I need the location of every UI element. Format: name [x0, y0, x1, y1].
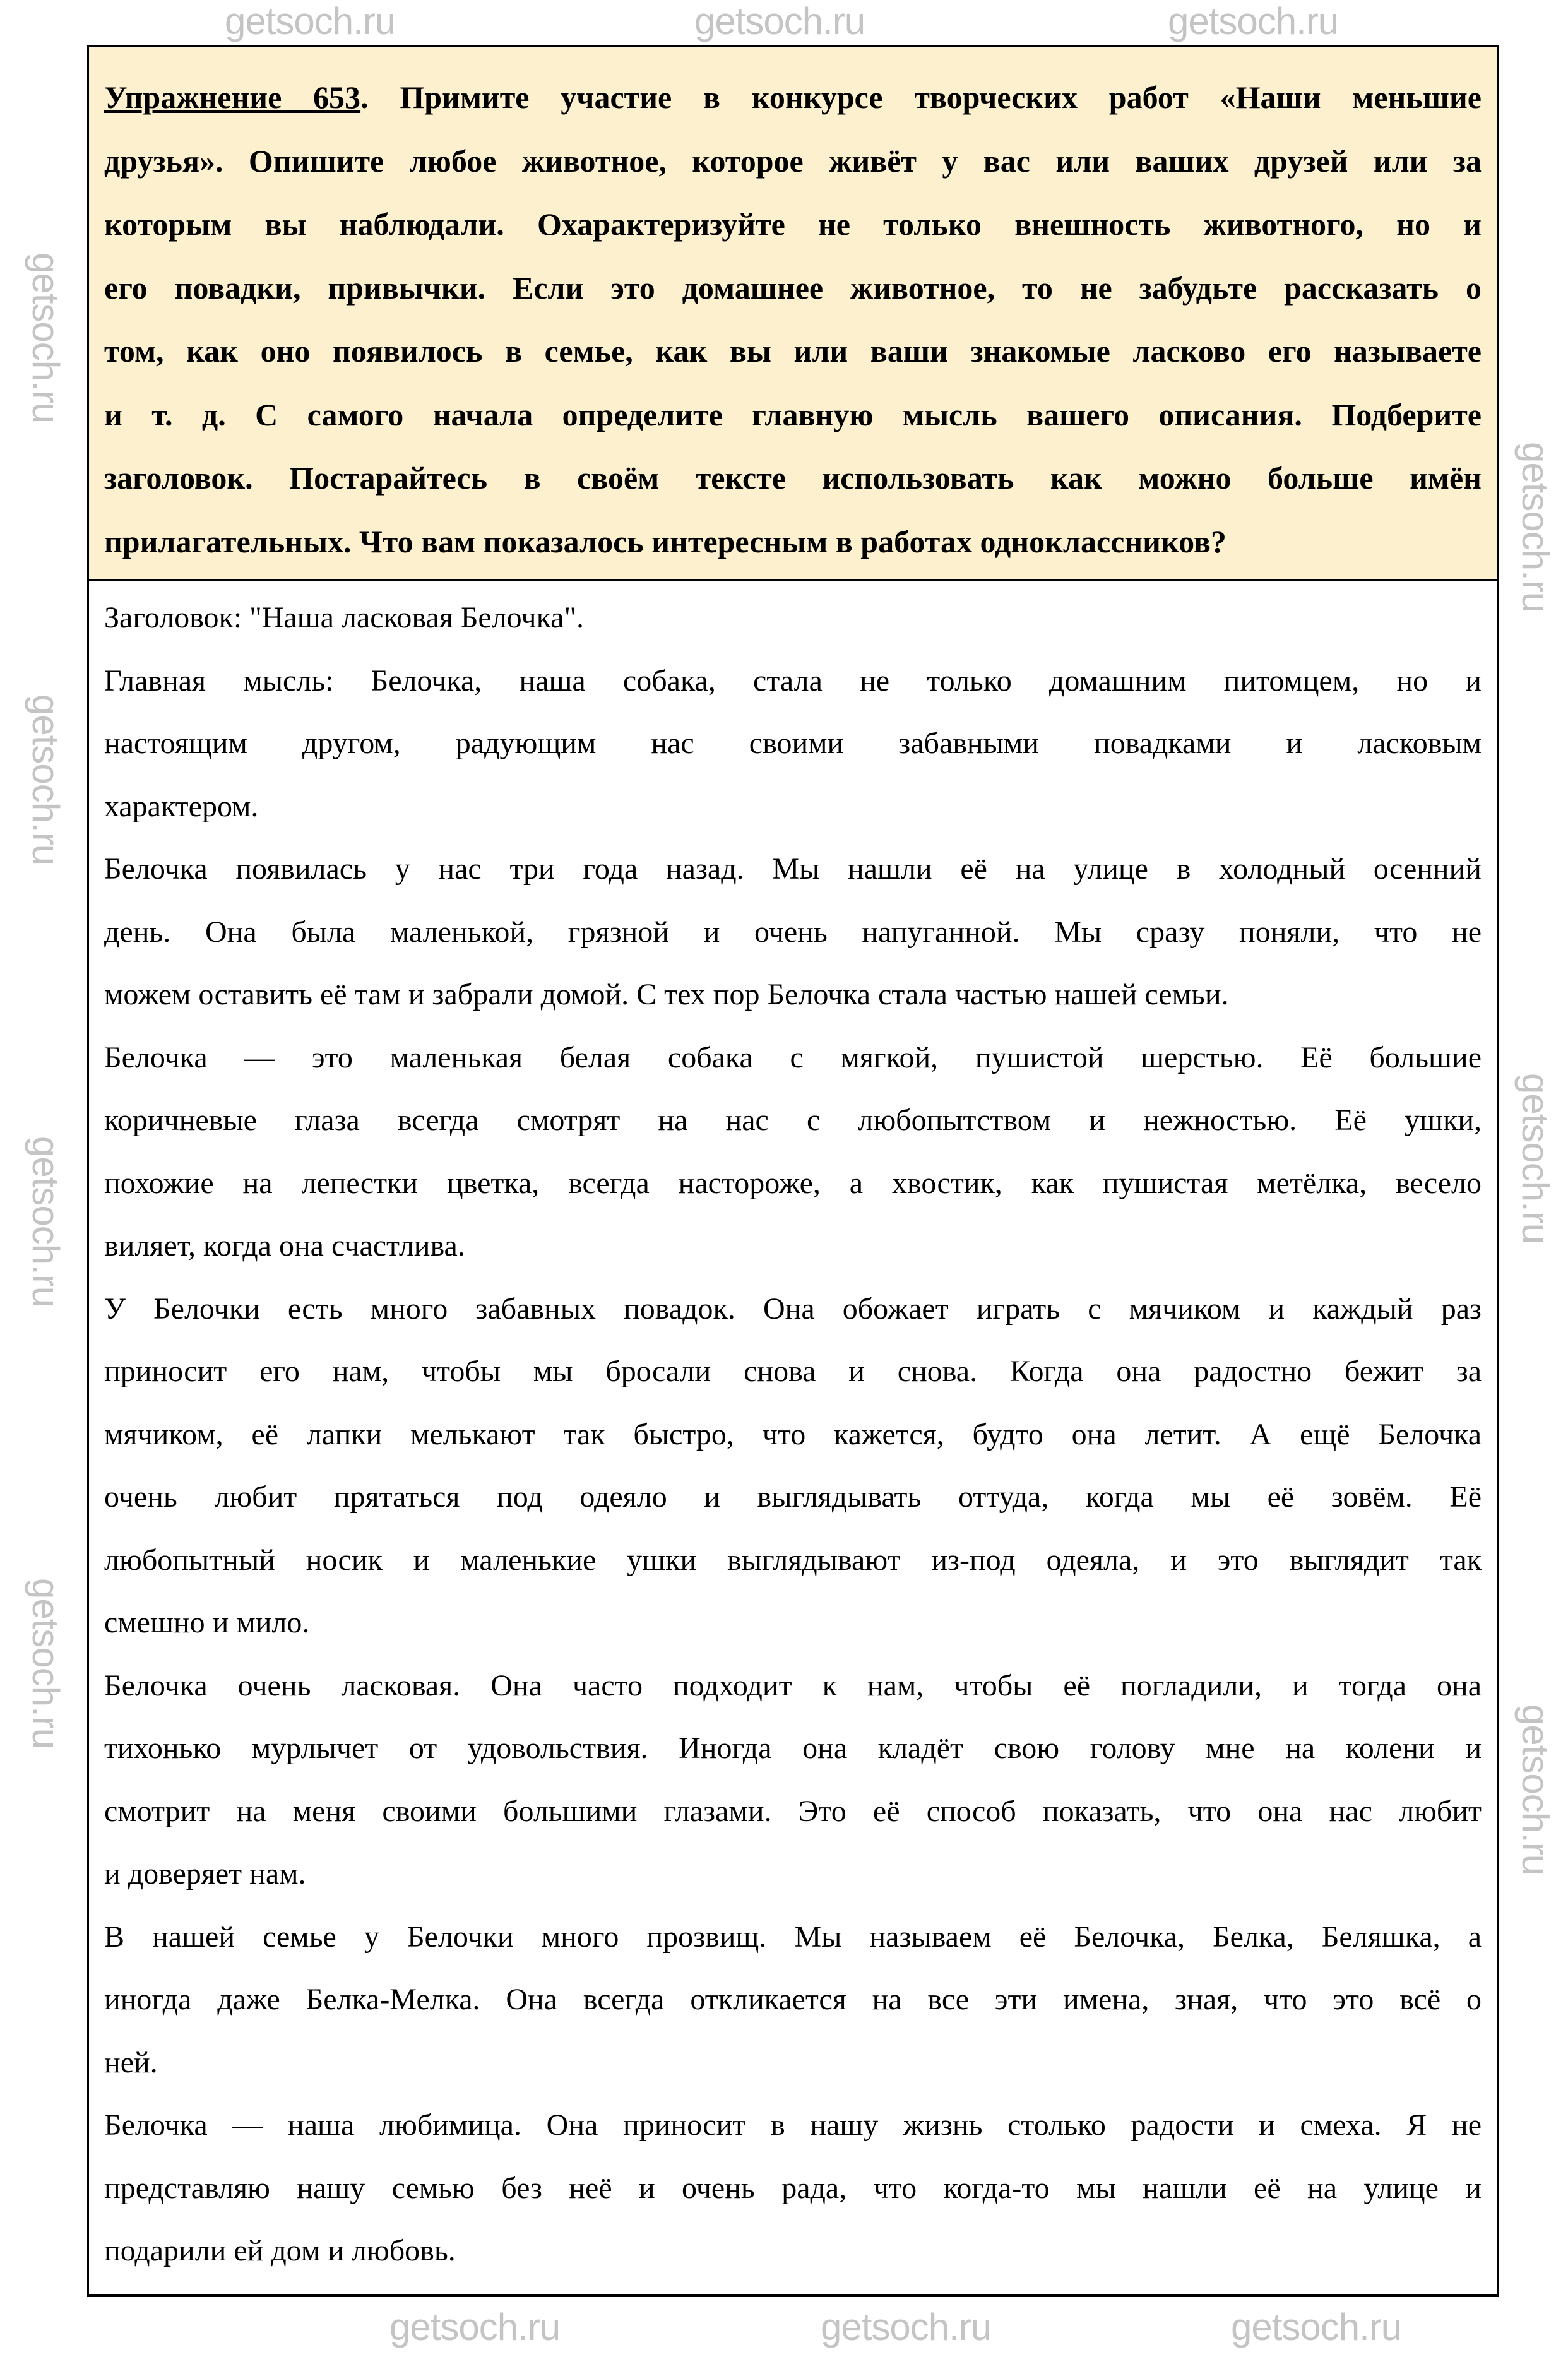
answer-line: мячиком, её лапки мелькают так быстро, что кажется, будто она летит. А ещё Белочка — [104, 1417, 1482, 1451]
task-line — [104, 383, 1482, 447]
answer-line: Белочка — это маленькая белая собака с мягкой, пушистой шерстью. Её большие — [104, 1040, 1482, 1074]
answer-paragraph — [104, 1026, 1482, 1278]
answer-line: В нашей семье у Белочки много прозвищ. Мы называем её Белочка, Белка, Беляшка, а — [104, 1920, 1482, 1954]
task-line-text: том, как оно появилось в семье, как вы или ваши знакомые ласково его называете — [104, 333, 1482, 369]
answer-line: виляет, когда она счастлива. — [104, 1229, 465, 1262]
answer-line: смотрит на меня своими большими глазами. Это её способ показать, что она нас любит — [104, 1794, 1482, 1828]
answer-line: представляю нашу семью без неё и очень рада, что когда-то мы нашли её на улице и — [104, 2171, 1482, 2205]
answer-paragraph — [104, 1278, 1482, 1654]
answer-line: ней. — [104, 2045, 158, 2079]
watermark: getsoch.ru — [389, 2306, 561, 2348]
task-line-text: и т. д. С самого начала определите главную мысль вашего описания. Подберите — [104, 396, 1482, 432]
exercise-box — [87, 45, 1499, 2297]
answer-line: иногда даже Белка-Мелка. Она всегда откликается на все эти имена, зная, что это всё о — [104, 1983, 1482, 2016]
task-line-text: . Примите участие в конкурсе творческих работ «Наши меньшие — [360, 80, 1482, 115]
watermark: getsoch.ru — [1514, 442, 1557, 613]
answer-line: подарили ей дом и любовь. — [104, 2234, 456, 2267]
watermark: getsoch.ru — [1168, 0, 1339, 42]
task-line-text: заголовок. Постарайтесь в своём тексте использовать как можно больше имён — [104, 460, 1482, 496]
task-line-text: друзья». Опишите любое животное, которое живёт у вас или ваших друзей или за — [104, 143, 1482, 179]
task-line — [104, 129, 1482, 193]
answer-paragraph — [104, 1654, 1482, 1906]
task-line — [104, 256, 1482, 320]
answer-paragraph — [104, 650, 1482, 838]
watermark: getsoch.ru — [25, 1578, 67, 1749]
answer-line: тихонько мурлычет от удовольствия. Иногда она кладёт свою голову мне на колени и — [104, 1731, 1482, 1765]
watermark: getsoch.ru — [1514, 1073, 1557, 1244]
task-line — [104, 66, 1482, 129]
watermark: getsoch.ru — [1514, 1704, 1557, 1875]
task-line-text: его повадки, привычки. Если это домашнее животное, то не забудьте рассказать о — [104, 270, 1482, 306]
exercise-number: Упражнение 653 — [104, 80, 361, 115]
answer-paragraph — [104, 838, 1482, 1026]
task-line — [104, 510, 1482, 574]
answer-line: и доверяет нам. — [104, 1857, 306, 1891]
task-line-text: которым вы наблюдали. Охарактеризуйте не только внешность животного, но и — [104, 206, 1482, 242]
answer-line: очень любит прятаться под одеяло и выглядывать оттуда, когда мы её зовём. Её — [104, 1480, 1482, 1514]
answer-line: характером. — [104, 789, 259, 823]
answer-line: Главная мысль: Белочка, наша собака, стала не только домашним питомцем, но и — [104, 663, 1482, 698]
answer-line: приносит его нам, чтобы мы бросали снова и снова. Когда она радостно бежит за — [104, 1355, 1482, 1388]
watermark: getsoch.ru — [25, 252, 67, 424]
answer-line: настоящим другом, радующим нас своими забавными повадками и ласковым — [104, 727, 1482, 760]
answer-line: можем оставить её там и забрали домой. С тех пор Белочка стала частью нашей семьи. — [104, 978, 1229, 1011]
answer-paragraph — [104, 1906, 1482, 2094]
watermark: getsoch.ru — [1231, 2306, 1402, 2348]
answer-line: день. Она была маленькой, грязной и очень напуганной. Мы сразу поняли, что не — [104, 915, 1482, 949]
task-statement — [89, 47, 1497, 581]
task-line — [104, 319, 1482, 383]
answer-line: смешно и мило. — [104, 1606, 310, 1639]
watermark: getsoch.ru — [225, 0, 396, 42]
answer-paragraph — [104, 586, 1482, 650]
task-line — [104, 446, 1482, 510]
watermark: getsoch.ru — [25, 694, 67, 865]
task-line — [104, 193, 1482, 256]
answer-text — [89, 586, 1497, 2283]
watermark: getsoch.ru — [821, 2306, 992, 2348]
answer-line: коричневые глаза всегда смотрят на нас с любопытством и нежностью. Её ушки, — [104, 1103, 1482, 1137]
answer-line: Белочка — наша любимица. Она приносит в нашу жизнь столько радости и смеха. Я не — [104, 2108, 1482, 2142]
answer-line: Белочка очень ласковая. Она часто подходит к нам, чтобы её погладили, и тогда она — [104, 1668, 1482, 1702]
watermark: getsoch.ru — [25, 1136, 67, 1307]
answer-line: похожие на лепестки цветка, всегда настороже, а хвостик, как пушистая метёлка, весело — [104, 1166, 1482, 1200]
answer-line: любопытный носик и маленькие ушки выглядывают из-под одеяла, и это выглядит так — [104, 1543, 1482, 1577]
watermark: getsoch.ru — [694, 0, 865, 42]
answer-paragraph — [104, 2094, 1482, 2283]
answer-line: Заголовок: "Наша ласковая Белочка". — [104, 601, 585, 634]
answer-line: У Белочки есть много забавных повадок. Она обожает играть с мячиком и каждый раз — [104, 1291, 1482, 1326]
answer-line: Белочка появилась у нас три года назад. Мы нашли её на улице в холодный осенний — [104, 852, 1482, 886]
task-line-text: прилагательных. Что вам показалось интересным в работах одноклассников? — [104, 523, 1226, 559]
